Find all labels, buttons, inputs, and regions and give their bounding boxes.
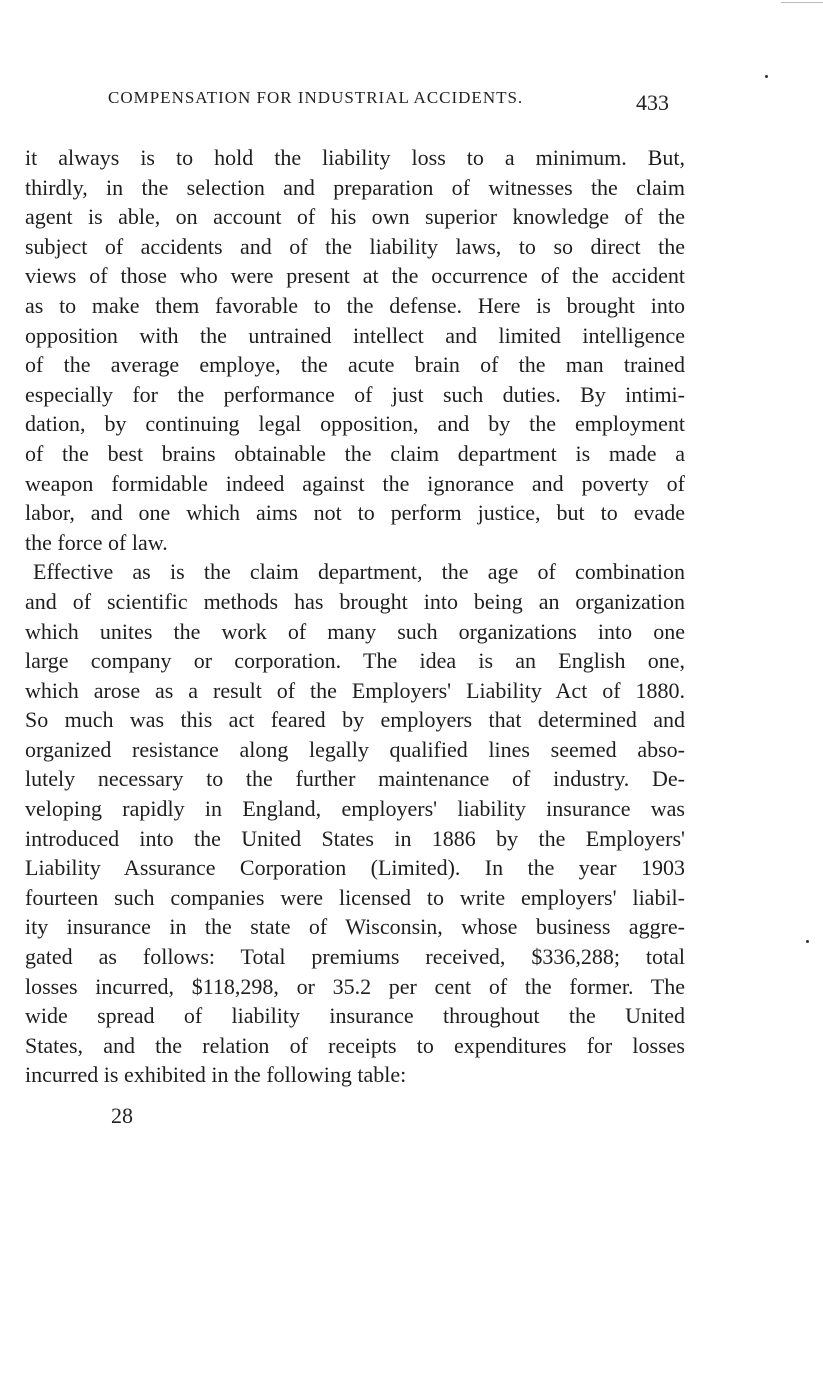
text-line: subject of accidents and of the liability laws, to so direct the — [25, 233, 685, 259]
text-line: and of scientific methods has brought into being an organization — [25, 588, 685, 614]
text-line: labor, and one which aims not to perform justice, but to evade — [25, 500, 685, 526]
text-line: which unites the work of many such organizations into one — [25, 618, 685, 644]
text-line: Liability Assurance Corporation (Limited). In the year 1903 — [25, 855, 685, 881]
text-line: views of those who were present at the occurrence of the accident — [25, 263, 685, 289]
text-line: weapon formidable indeed against the ignorance and poverty of — [25, 470, 685, 496]
text-line: of the best brains obtainable the claim department is made a — [25, 440, 685, 466]
text-line: organized resistance along legally qualified lines seemed abso- — [25, 736, 685, 762]
text-line: dation, by continuing legal opposition, and by the employment — [25, 411, 685, 437]
text-line: fourteen such companies were licensed to write employers' liabil- — [25, 884, 685, 910]
text-line: losses incurred, $118,298, or 35.2 per cent of the former. The — [25, 973, 685, 999]
text-line: of the average employe, the acute brain of the man trained — [25, 352, 685, 378]
text-line: veloping rapidly in England, employers' liability insurance was — [25, 796, 685, 822]
page-number: 433 — [636, 90, 669, 115]
text-line: opposition with the untrained intellect and limited intelligence — [25, 322, 685, 348]
text-line: especially for the performance of just such duties. By intimi- — [25, 381, 685, 407]
text-line: agent is able, on account of his own superior knowledge of the — [25, 204, 685, 230]
text-line: Effective as is the claim department, the age of combination — [33, 559, 685, 585]
running-title: COMPENSATION FOR INDUSTRIAL ACCIDENTS. — [108, 88, 524, 107]
text-line: So much was this act feared by employers that determined and — [25, 707, 685, 733]
text-line: ity insurance in the state of Wisconsin, whose business aggre- — [25, 914, 685, 940]
signature-mark: 28 — [111, 1103, 133, 1128]
text-line: as to make them favorable to the defense. Here is brought into — [25, 292, 685, 318]
text-line: States, and the relation of receipts to expenditures for losses — [25, 1032, 685, 1058]
text-line: incurred is exhibited in the following table: — [25, 1062, 407, 1088]
text-line: wide spread of liability insurance throughout the United — [25, 1003, 685, 1029]
text-line: the force of law. — [25, 529, 168, 555]
ink-speck — [765, 75, 768, 78]
ink-speck — [806, 940, 809, 943]
text-line: thirdly, in the selection and preparation of witnesses the claim — [25, 174, 685, 200]
text-line: gated as follows: Total premiums received, $336,288; total — [25, 944, 685, 970]
text-line: which arose as a result of the Employers' Liability Act of 1880. — [25, 677, 685, 703]
text-line: introduced into the United States in 1886 by the Employers' — [25, 825, 685, 851]
text-line: large company or corporation. The idea is an English one, — [25, 648, 685, 674]
text-line: lutely necessary to the further maintenance of industry. De- — [25, 766, 685, 792]
text-line: it always is to hold the liability loss to a minimum. But, — [25, 145, 685, 170]
scan-edge-mark — [781, 2, 823, 3]
body-text — [25, 143, 685, 1090]
